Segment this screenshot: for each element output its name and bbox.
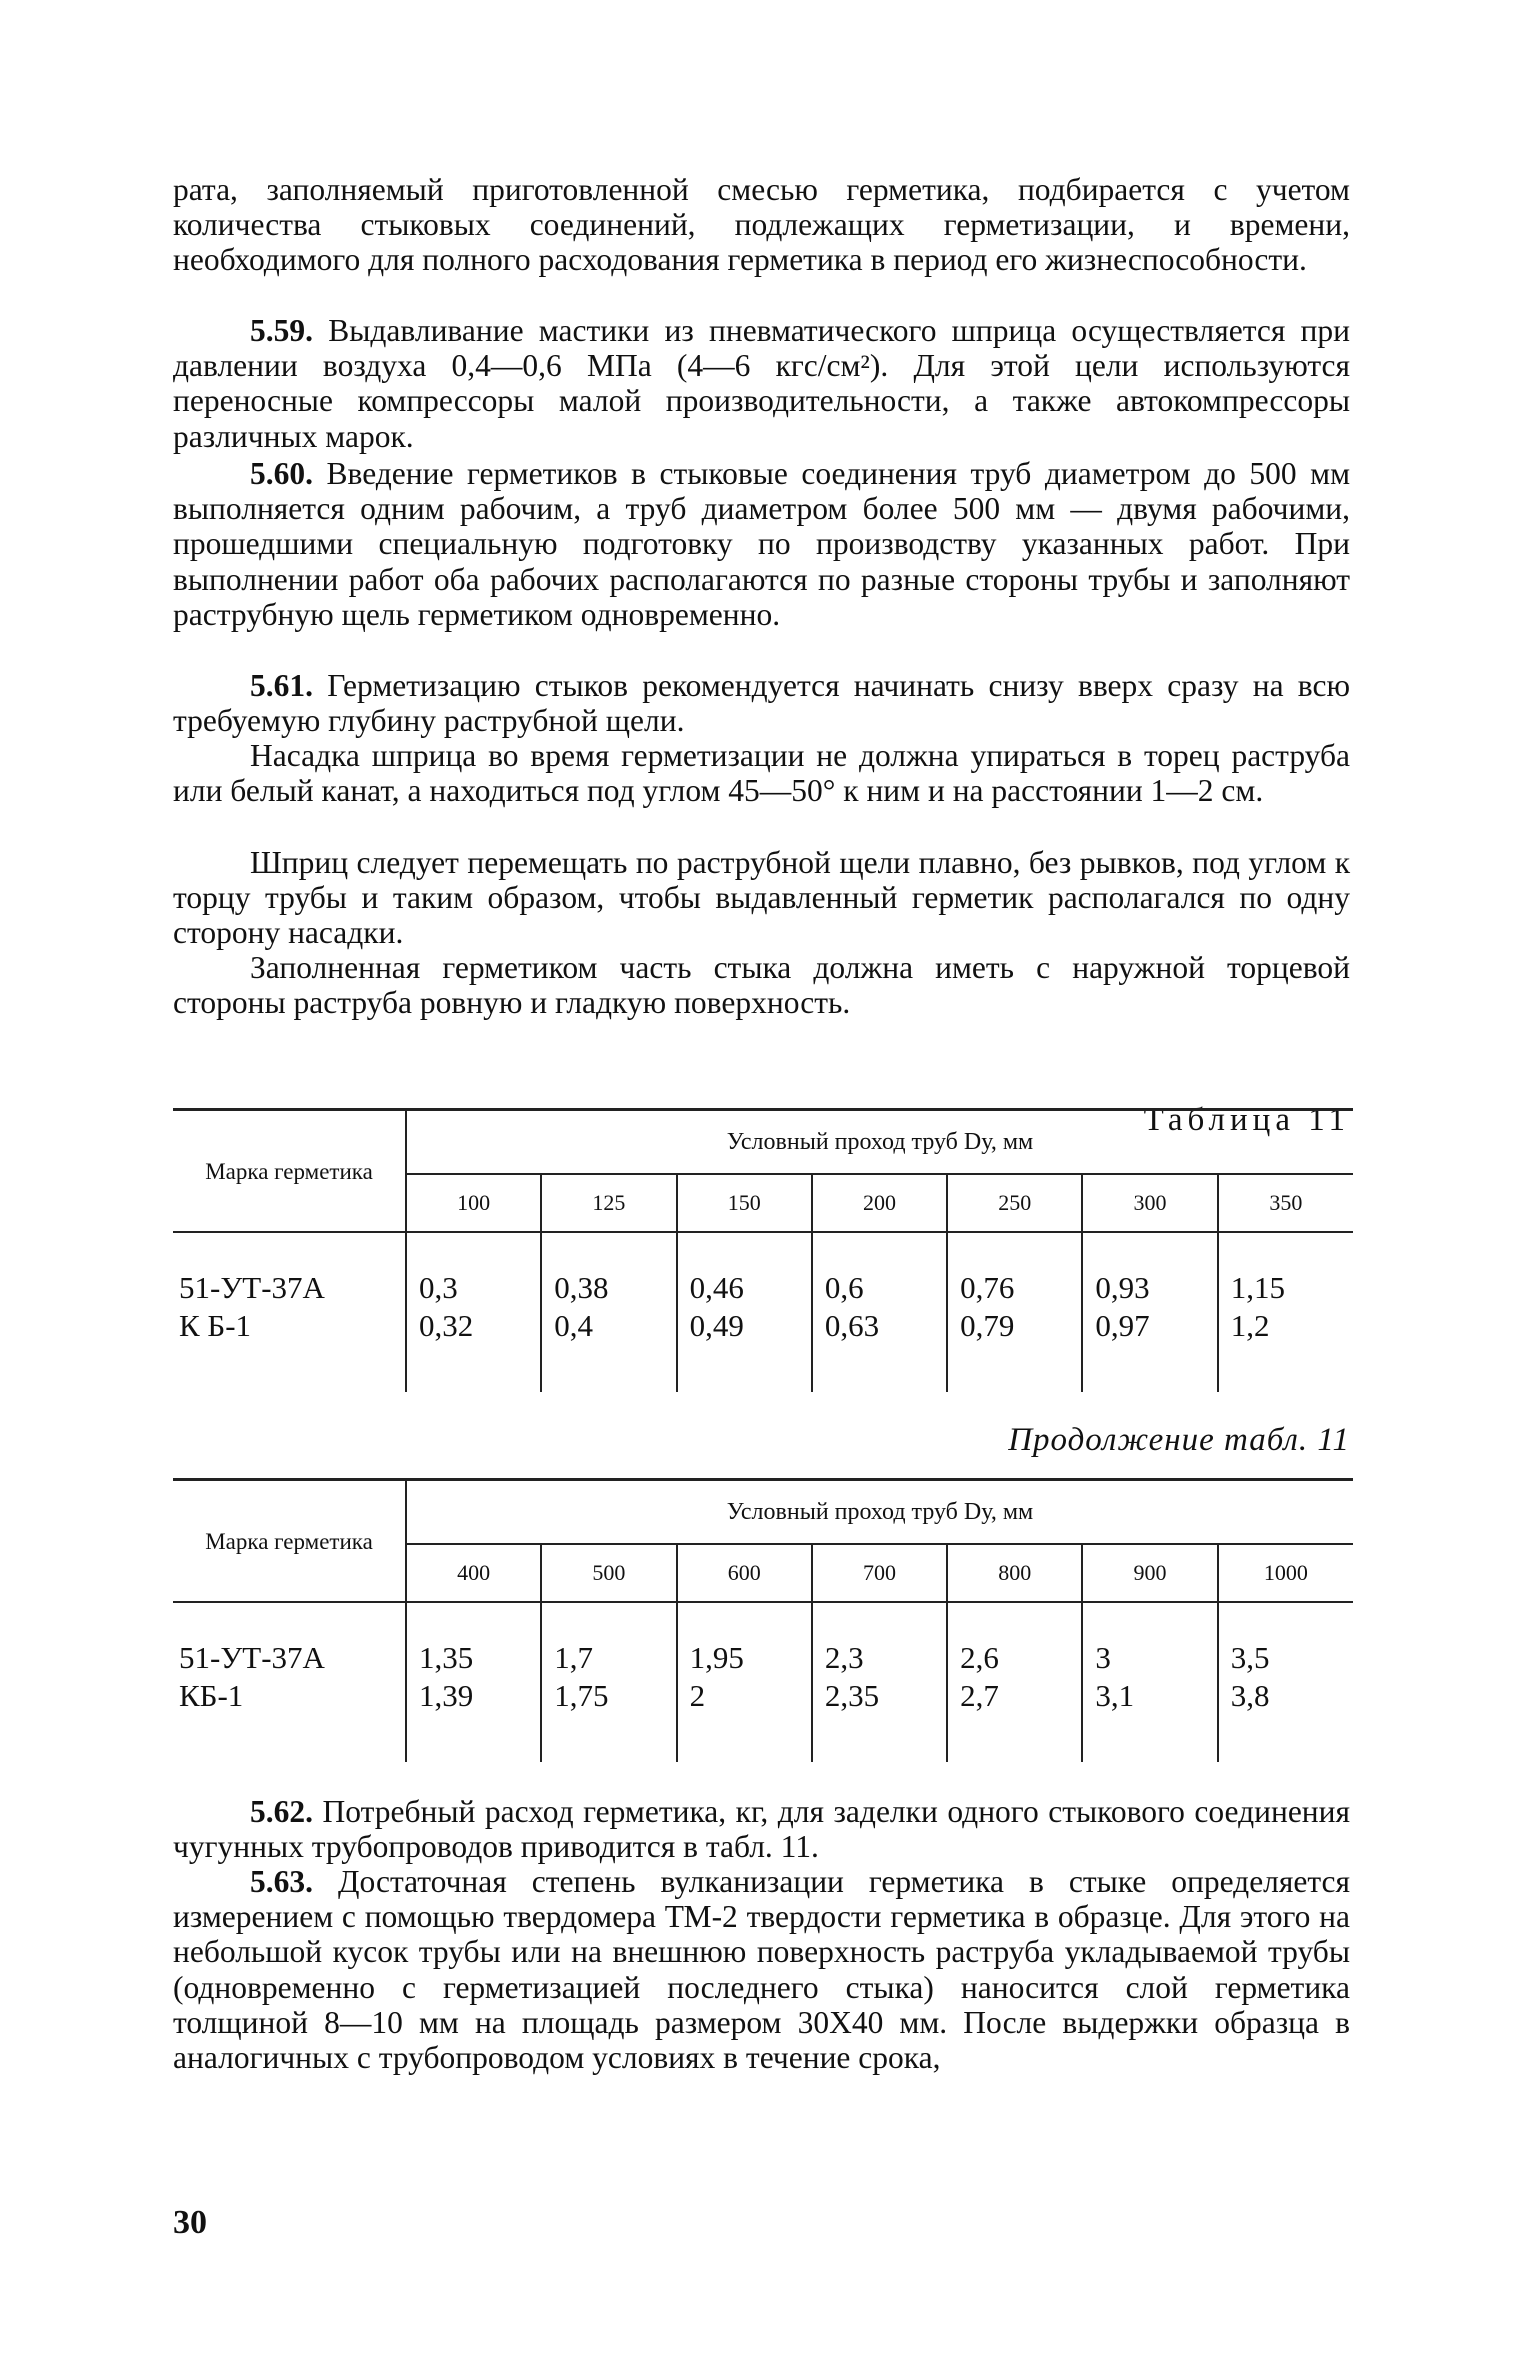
paragraph-5-61 [173, 668, 1350, 738]
paragraph-filled-joint: Заполненная герметиком часть стыка должна иметь с наружной торцевой стороны раструба ровную и гладкую поверхность. [173, 950, 1350, 1021]
section-number: 5.62. [250, 1794, 313, 1829]
brand-name: 51-УТ-37А [179, 1640, 325, 1675]
paragraph-text: Введение герметиков в стыковые соединения труб диаметром до 500 мм выполняется одним рабочим, а труб диаметром более 500 мм — двумя рабочими, прошедшими специальную подготовку по производству указанных работ. При выполнении работ оба рабочих располагаются по разные стороны трубы и заполняют раструбную щель герметиком одновременно. [173, 456, 1351, 632]
paragraph-text: Потребный расход герметика, кг, для заделки одного стыкового соединения чугунных трубопроводов приводится в табл. 11. [173, 1794, 1351, 1865]
diameter-header: 900 [1082, 1544, 1217, 1602]
diameter-header: 400 [406, 1544, 541, 1602]
value: 0,49 [689, 1308, 744, 1343]
section-number: 5.59. [250, 313, 313, 348]
paragraph-text: Достаточная степень вулканизации герметика в стыке определяется измерением с помощью твердомера ТМ-2 твердости герметика в образце. Для этого на небольшой кусок трубы или на внешнюю поверхность раструба укладываемой трубы (одновременно с герметизацией последнего стыка) наносится слой герметика толщиной 8—10 мм на площадь размером 30Х40 мм. После выдержки образца в аналогичных с трубопроводом условиях в течение срока, [173, 1864, 1350, 2076]
value-cell [1082, 1602, 1217, 1762]
value-cell [541, 1232, 676, 1392]
value: 1,35 [419, 1640, 474, 1675]
brand-column-header: Марка герметика [173, 1110, 406, 1233]
value: 3,1 [1095, 1678, 1135, 1713]
paragraph-text: Герметизацию стыков рекомендуется начинать снизу вверх сразу на всю требуемую глубину раструбной щели. [173, 668, 1351, 739]
nominal-diameter-header: Условный проход труб Dу, мм [406, 1480, 1353, 1545]
value: 2 [689, 1678, 706, 1713]
brand-name: КБ-1 [179, 1678, 244, 1713]
value: 0,3 [419, 1270, 458, 1305]
value: 1,2 [1230, 1308, 1270, 1343]
table-caption: Таблица 11 [1143, 1102, 1350, 1138]
value: 0,46 [689, 1270, 744, 1305]
brand-name: 51-УТ-37А [179, 1270, 325, 1305]
value: 0,76 [960, 1270, 1015, 1305]
value: 1,95 [689, 1640, 744, 1675]
diameter-header: 700 [812, 1544, 947, 1602]
page-number: 30 [173, 2204, 207, 2241]
section-number: 5.61. [250, 668, 313, 703]
value: 0,38 [554, 1270, 609, 1305]
paragraph-5-60 [173, 456, 1350, 632]
value-cell [406, 1602, 541, 1762]
value: 0,97 [1095, 1308, 1150, 1343]
value-cell [812, 1232, 947, 1392]
value: 0,93 [1095, 1270, 1150, 1305]
diameter-header: 150 [677, 1174, 812, 1232]
value-cell [677, 1602, 812, 1762]
value: 1,7 [554, 1640, 594, 1675]
paragraph-continuation: рата, заполняемый приготовленной смесью герметика, подбирается с учетом количества стыковых соединений, подлежащих герметизации, и времени, необходимого для полного расходования герметика в период его жизнеспособности. [173, 172, 1350, 278]
value: 2,7 [960, 1678, 999, 1713]
diameter-header: 800 [947, 1544, 1082, 1602]
diameter-header: 1000 [1218, 1544, 1353, 1602]
sealant-consumption-table-continued [173, 1478, 1353, 1762]
diameter-header: 500 [541, 1544, 676, 1602]
value: 3 [1095, 1640, 1111, 1675]
value-cell [1218, 1602, 1353, 1762]
value: 0,32 [419, 1308, 474, 1343]
paragraph-5-59 [173, 313, 1350, 454]
value: 0,4 [554, 1308, 594, 1343]
paragraph-nozzle: Насадка шприца во время герметизации не должна упираться в торец раструба или белый канат, а находиться под углом 45—50° к ним и на расстоянии 1—2 см. [173, 738, 1350, 809]
value-cell [1218, 1232, 1353, 1392]
value: 3,5 [1230, 1640, 1270, 1675]
value: 0,6 [824, 1270, 864, 1305]
value-cell [812, 1602, 947, 1762]
brand-name: К Б-1 [179, 1308, 252, 1343]
diameter-header: 350 [1218, 1174, 1353, 1232]
value: 0,79 [960, 1308, 1015, 1343]
paragraph-text: Выдавливание мастики из пневматического шприца осуществляется при давлении воздуха 0,4—0,6 МПа (4—6 кгс/см²). Для этой цели используются переносные компрессоры малой производительности, а также автокомпрессоры различных марок. [173, 313, 1351, 454]
paragraph-syringe: Шприц следует перемещать по раструбной щели плавно, без рывков, под углом к торцу трубы и таким образом, чтобы выдавленный герметик располагался по одну сторону насадки. [173, 845, 1350, 951]
brand-cell [173, 1232, 406, 1392]
value-cell [677, 1232, 812, 1392]
value: 2,3 [824, 1640, 864, 1675]
section-number: 5.63. [250, 1864, 313, 1899]
section-number: 5.60. [250, 456, 313, 491]
paragraph-5-62 [173, 1794, 1350, 1864]
value: 1,39 [419, 1678, 474, 1713]
diameter-header: 300 [1082, 1174, 1217, 1232]
value: 1,75 [554, 1678, 609, 1713]
diameter-header: 100 [406, 1174, 541, 1232]
paragraph-5-63 [173, 1864, 1350, 2075]
sealant-consumption-table [173, 1108, 1353, 1392]
value: 1,15 [1230, 1270, 1285, 1305]
brand-column-header: Марка герметика [173, 1480, 406, 1603]
brand-cell [173, 1602, 406, 1762]
value-cell [406, 1232, 541, 1392]
value: 2,35 [824, 1678, 880, 1713]
table-continuation-caption: Продолжение табл. 11 [1008, 1422, 1350, 1458]
value: 2,6 [960, 1640, 999, 1675]
value-cell [541, 1602, 676, 1762]
value-cell [947, 1232, 1082, 1392]
value-cell [947, 1602, 1082, 1762]
value-cell [1082, 1232, 1217, 1392]
diameter-header: 600 [677, 1544, 812, 1602]
diameter-header: 125 [541, 1174, 676, 1232]
value: 0,63 [824, 1308, 880, 1343]
nominal-diameter-header: Условный проход труб Dу, мм [406, 1110, 1353, 1175]
diameter-header: 200 [812, 1174, 947, 1232]
value: 3,8 [1230, 1678, 1270, 1713]
diameter-header: 250 [947, 1174, 1082, 1232]
